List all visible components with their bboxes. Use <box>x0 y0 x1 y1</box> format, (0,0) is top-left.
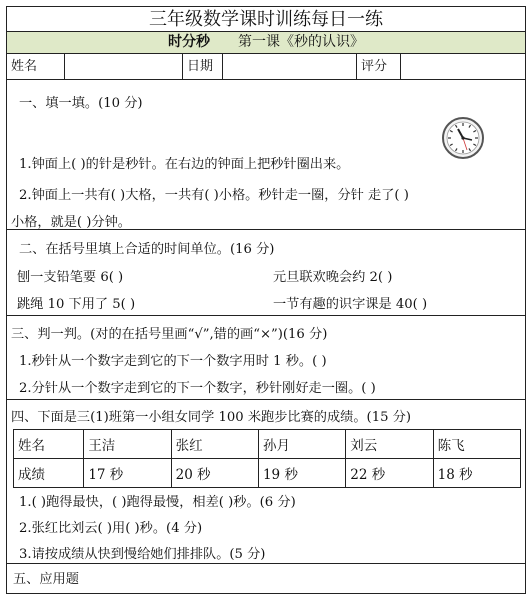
table-cell: 张红 <box>171 430 258 459</box>
analog-clock-icon <box>441 116 485 160</box>
question-4-2: 2.张红比刘云( )用( )秒。(4 分) <box>19 521 203 536</box>
section-word-problems <box>6 564 526 594</box>
lesson-subtitle <box>6 32 526 54</box>
table-cell: 成绩 <box>14 459 84 488</box>
section-true-false <box>6 316 526 400</box>
table-cell: 陈飞 <box>433 430 520 459</box>
section-heading: 四、下面是三(1)班第一小组女同学 100 米跑步比赛的成绩。(15 分) <box>11 410 411 425</box>
section-time-units <box>6 230 526 316</box>
question-1-2: 2.钟面上一共有( )大格，一共有( )小格。秒针走一圈，分针 走了( ) <box>19 188 409 203</box>
table-header-row <box>14 430 521 459</box>
table-cell: 刘云 <box>346 430 433 459</box>
table-cell: 17 秒 <box>84 459 171 488</box>
date-field[interactable] <box>223 54 357 79</box>
section-heading: 二、在括号里填上合适的时间单位。(16 分) <box>19 242 275 257</box>
worksheet-title: 三年级数学课时训练每日一练 <box>6 6 526 32</box>
table-cell: 孙月 <box>258 430 345 459</box>
date-label: 日期 <box>183 54 223 79</box>
section-heading: 一、填一填。(10 分) <box>19 96 143 111</box>
unit-item: 元旦联欢晚会约 2( ) <box>273 270 393 285</box>
worksheet <box>6 6 526 586</box>
table-cell: 19 秒 <box>258 459 345 488</box>
section-heading: 五、应用题 <box>13 572 79 587</box>
question-3-2: 2.分针从一个数字走到它的下一个数字，秒针刚好走一圈。( ) <box>19 381 376 396</box>
section-heading: 三、判一判。(对的在括号里画“√”,错的画“×”)(16 分) <box>11 327 328 342</box>
question-3-1: 1.秒针从一个数字走到它的下一个数字用时 1 秒。( ) <box>19 354 327 369</box>
table-cell: 姓名 <box>14 430 84 459</box>
results-table <box>13 429 521 488</box>
question-4-1: 1.( )跑得最快，( )跑得最慢，相差( )秒。(6 分) <box>19 495 296 510</box>
table-cell: 王洁 <box>84 430 171 459</box>
section-fill-in <box>6 80 526 230</box>
student-info-row <box>6 54 526 80</box>
table-cell: 18 秒 <box>433 459 520 488</box>
score-field[interactable] <box>401 54 527 79</box>
unit-name: 时分秒 <box>168 34 210 50</box>
name-field[interactable] <box>65 54 183 79</box>
score-label: 评分 <box>357 54 401 79</box>
table-cell: 20 秒 <box>171 459 258 488</box>
question-4-3: 3.请按成绩从快到慢给她们排排队。(5 分) <box>19 547 266 562</box>
lesson-name: 第一课《秒的认识》 <box>238 34 364 50</box>
unit-item: 跳绳 10 下用了 5( ) <box>17 297 136 312</box>
table-row <box>14 459 521 488</box>
section-race-results <box>6 400 526 564</box>
table-cell: 22 秒 <box>346 459 433 488</box>
unit-item: 刨一支铅笔要 6( ) <box>17 270 124 285</box>
question-1-1: 1.钟面上( )的针是秒针。在右边的钟面上把秒针圈出来。 <box>19 157 350 172</box>
unit-item: 一节有趣的识字课是 40( ) <box>273 297 428 312</box>
question-1-2-cont: 小格，就是( )分钟。 <box>11 215 131 230</box>
name-label: 姓名 <box>7 54 65 79</box>
